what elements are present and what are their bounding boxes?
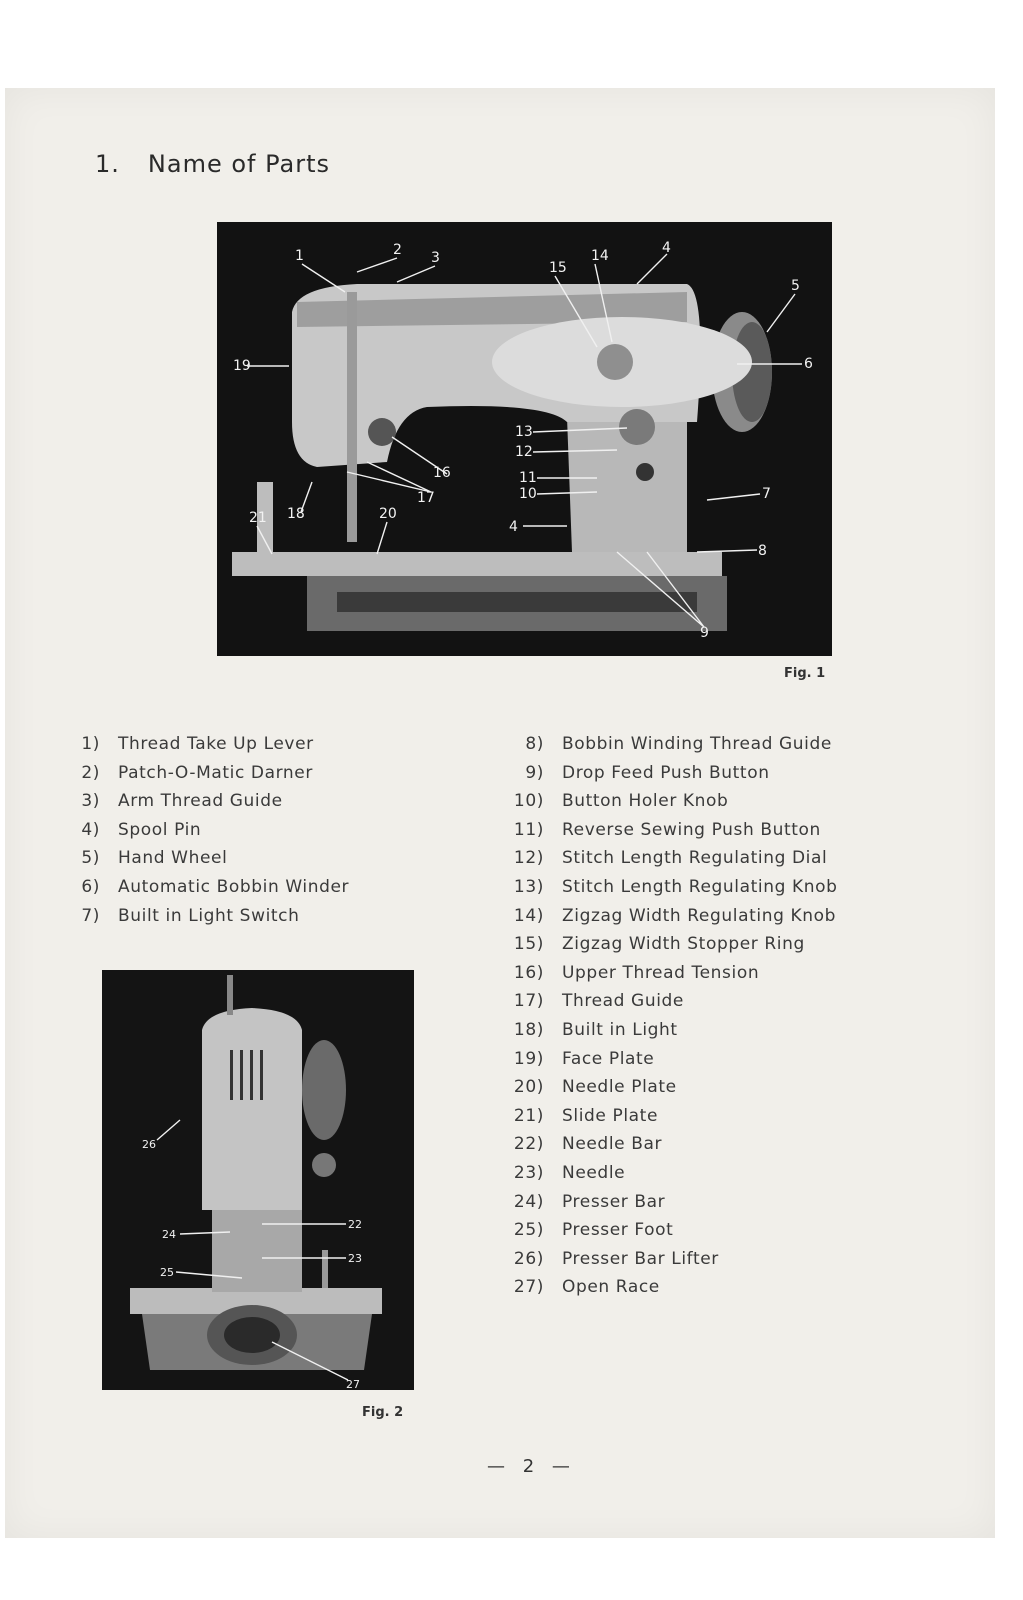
list-item: 5) Hand Wheel — [81, 848, 228, 869]
list-item: 26) Presser Bar Lifter — [513, 1248, 719, 1269]
list-item: 16) Upper Thread Tension — [513, 962, 760, 983]
callout-2: 2 — [393, 242, 402, 258]
callout-23: 23 — [348, 1252, 362, 1265]
figure-1-photo — [217, 222, 832, 656]
figure-2-caption: Fig. 2 — [362, 1405, 404, 1420]
list-item: 14) Zigzag Width Regulating Knob — [513, 905, 836, 926]
section-heading — [95, 150, 330, 178]
list-item: 11) Reverse Sewing Push Button — [513, 819, 821, 840]
callout-1: 1 — [295, 248, 304, 264]
callout-22: 22 — [348, 1218, 362, 1231]
callout-18: 18 — [287, 506, 305, 522]
callout-7: 7 — [762, 486, 771, 502]
callout-10: 10 — [519, 486, 537, 502]
list-item: 27) Open Race — [513, 1277, 660, 1298]
list-item: 10) Button Holer Knob — [513, 791, 729, 812]
callout-20: 20 — [379, 506, 397, 522]
callout-17: 17 — [417, 490, 435, 506]
callout-19: 19 — [233, 358, 251, 374]
callout-21: 21 — [249, 510, 267, 526]
list-item: 12) Stitch Length Regulating Dial — [513, 848, 828, 869]
figure-2-photo — [102, 970, 414, 1390]
list-item: 8) Bobbin Winding Thread Guide — [525, 734, 832, 754]
section-number: 1. — [95, 150, 120, 178]
list-item: 7) Built in Light Switch — [81, 905, 300, 926]
list-item: 6) Automatic Bobbin Winder — [81, 876, 350, 897]
callout-4b: 4 — [509, 519, 518, 535]
list-item: 20) Needle Plate — [513, 1077, 677, 1098]
callout-26: 26 — [142, 1138, 156, 1151]
callout-9: 9 — [700, 625, 709, 641]
callout-24: 24 — [162, 1228, 176, 1241]
list-item: 13) Stitch Length Regulating Knob — [513, 876, 838, 897]
callout-5: 5 — [791, 278, 800, 294]
list-item: 22) Needle Bar — [513, 1134, 663, 1155]
callout-4: 4 — [662, 240, 671, 256]
parts-list-left — [62, 730, 349, 930]
list-item: 24) Presser Bar — [513, 1191, 666, 1212]
list-item: 25) Presser Foot — [513, 1220, 674, 1241]
callout-15: 15 — [549, 260, 567, 276]
list-item: 21) Slide Plate — [513, 1105, 659, 1126]
list-item: 19) Face Plate — [513, 1048, 655, 1069]
list-item: 17) Thread Guide — [513, 991, 684, 1012]
list-item: 3) Arm Thread Guide — [81, 791, 283, 812]
list-item: 23) Needle — [513, 1162, 626, 1183]
callout-8: 8 — [758, 543, 767, 559]
list-item: 2) Patch-O-Matic Darner — [81, 762, 313, 783]
list-item: 4) Spool Pin — [81, 819, 202, 840]
page-number: — 2 — — [487, 1456, 576, 1477]
callout-13: 13 — [515, 424, 533, 440]
list-item: 15) Zigzag Width Stopper Ring — [513, 934, 805, 955]
section-title: Name of Parts — [147, 150, 330, 178]
callout-16: 16 — [433, 465, 451, 481]
list-item: 1) Thread Take Up Lever — [81, 734, 314, 754]
callout-25: 25 — [160, 1266, 174, 1279]
figure-1-caption: Fig. 1 — [784, 666, 826, 681]
callout-11: 11 — [519, 470, 537, 486]
callout-3: 3 — [431, 250, 440, 266]
callout-6: 6 — [804, 356, 813, 372]
callout-14: 14 — [591, 248, 609, 264]
list-item: 18) Built in Light — [513, 1019, 678, 1040]
callout-27: 27 — [346, 1378, 360, 1390]
list-item: 9) Drop Feed Push Button — [525, 762, 770, 783]
parts-list-right — [506, 730, 838, 1302]
callout-12: 12 — [515, 444, 533, 460]
